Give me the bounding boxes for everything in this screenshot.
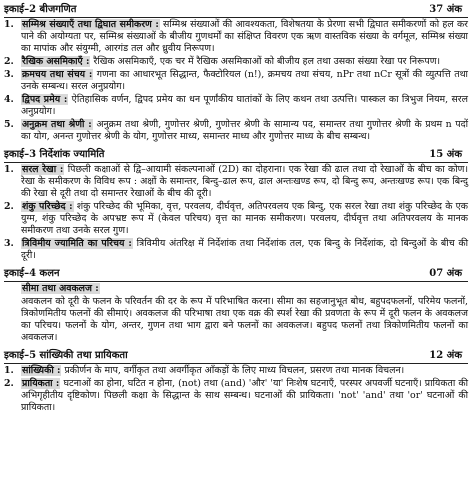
unit-title: इकाई–3 निर्देशांक ज्यामिति <box>4 149 105 160</box>
topic-text: गणना का आधारभूत सिद्धान्त, फैक्टोरियल (n!), क्रमचय तथा संचय, nPr तथा nCr सूत्रों की व्युत्पत्ति तथा उनके सम्बन्ध। सरल अनुप्रयोग। <box>21 69 468 92</box>
topic-text: घटनाओं का होना, घटित न होना, (not) तथा (and) 'और' 'या' निःशेष घटनाएँ, परस्पर अपवर्जी घटनाएँ। प्रायिकता की अभिगृहीतीय दृष्टिकोण। पिछली कक्षा के सिद्धान्त के साथ सम्बन्ध। घटनाओं की प्रायिकता। 'not' 'and' तथा 'or' घटनाओं की प्रायिकता। <box>21 378 469 413</box>
unit-heading <box>4 268 468 282</box>
topic-item <box>4 119 468 143</box>
unit-marks: 15 अंक <box>429 149 462 160</box>
topic-number: 1. <box>4 164 14 175</box>
topic-item <box>4 365 468 377</box>
topic-heading: अनुक्रम तथा श्रेणी : <box>22 119 92 130</box>
topic-number: 2. <box>4 378 14 389</box>
topic-text: पिछली कक्षाओं से द्वि–आयामी संकल्पनाओं (2D) का दोहराना। एक रेखा की ढाल तथा दो रेखाओं के बीच का कोण। रेखा के समीकरण के विविध रूप : अक्षों के समान्तर, बिन्दु–ढाल रूप, ढाल अन्तःखण्ड रूप, दो बिन्दु रूप, अन्तःखण्ड रूप। एक बिन्दु की रेखा से दूरी तथा दो समान्तर रेखाओं के बीच की दूरी। <box>21 164 468 199</box>
topic-text: त्रिविमीय अंतरिक्ष में निर्देशांक तथा निर्देशांक तल, एक बिन्दु के निर्देशांक, दो बिन्दुओं के बीच की दूरी। <box>21 238 468 261</box>
topic-item <box>4 69 468 93</box>
topic-number: 1. <box>4 19 14 30</box>
topic-heading: त्रिविमीय ज्यामिति का परिचय : <box>22 238 132 249</box>
topic-heading: शंकु परिच्छेद : <box>22 201 73 212</box>
topic-text: सम्मिश्र संख्याओं की आवश्यकता, विशेषतया के प्रेरणा सभी द्विघात समीकरणों को हल कर पाने की अयोग्यता पर, सम्मिश्र संख्याओं के बीजीय गुणधर्मों का संक्षिप्त विवरण एक ऋण वास्तविक संख्या के वर्गमूल, सम्मिश्र संख्या का मापांक और संयुग्मी, आरगंड तल और ध्रुवीय निरूपण। <box>21 19 468 54</box>
unit-title: इकाई–4 कलन <box>4 268 60 279</box>
topic-number: 2. <box>4 56 14 67</box>
topic-number: 1. <box>4 365 14 376</box>
topic-heading: प्रायिकता : <box>22 378 60 389</box>
topic-item <box>4 94 468 118</box>
topic-heading: रैखिक असमिकाएँ : <box>22 56 90 67</box>
topic-text: प्रकीर्णन के माप, वर्गीकृत तथा अवर्गीकृत आँकड़ों के लिए माध्य विचलन, प्रसरण तथा मानक विचलन। <box>61 365 405 376</box>
unit-heading <box>4 4 468 18</box>
topic-number: 5. <box>4 119 14 130</box>
unit-title: इकाई–2 बीजगणित <box>4 4 77 15</box>
topic-heading: क्रमचय तथा संचय : <box>22 69 93 80</box>
topic-heading: सम्मिश्र संख्याएँ तथा द्विघात समीकरण : <box>22 19 159 30</box>
topic-number: 3. <box>4 238 14 249</box>
topic-number: 2. <box>4 201 14 212</box>
topic-text: रैखिक असमिकाएँ, एक चर में रैखिक असमिकाओं को बीजीय हल तथा उसका संख्या रेखा पर निरूपण। <box>90 56 441 67</box>
topic-item <box>4 378 468 414</box>
unit-marks: 12 अंक <box>429 350 462 361</box>
topic-text: ऐतिहासिक वर्णन, द्विपद प्रमेय का धन पूर्णांकीय घातांकों के लिए कथन तथा उत्पत्ति। पास्कल का त्रिभुज नियम, सरल अनुप्रयोग। <box>21 94 468 117</box>
topic-item <box>4 201 468 237</box>
topic-number <box>4 296 21 344</box>
topic-item <box>4 19 468 55</box>
unit-marks: 07 अंक <box>429 268 462 279</box>
topic-number <box>4 283 21 295</box>
topic-number: 3. <box>4 69 14 80</box>
topic-text: अनुक्रम तथा श्रेणी, गुणोत्तर श्रेणी, गुणोत्तर श्रेणी के सामान्य पद, समान्तर तथा गुणोत्तर श्रेणी के प्रथम n पदों का योग, अनन्त गुणोत्तर श्रेणी के योग, गुणोत्तर माध्य, समान्तर माध्य और गुणोत्तर माध्य के बीच सम्बन्ध। <box>21 119 469 142</box>
topic-item <box>4 238 468 262</box>
topic-heading: सांख्यिकी : <box>22 365 61 376</box>
topic-number: 4. <box>4 94 14 105</box>
topic-heading: सीमा तथा अवकलज : <box>22 283 99 294</box>
unit-heading <box>4 350 468 364</box>
topic-text: अवकलन को दूरी के फलन के परिवर्तन की दर के रूप में परिभाषित करना। सीमा का सहजानुभूत बोध, बहुपदफलनों, परिमेय फलनों, त्रिकोणमितीय फलनों की सीमाएं। अवकलज की परिभाषा तथा एक वक्र की स्पर्श रेखा की प्रवणता के रूप में दूरी फलन के अवकलज का परिचय। फलनों के योग, अन्तर, गुणन तथा भाग द्वारा बने फलनों का अवकलज। बहुपद फलनों तथा त्रिकोणमितीय फलनों का अवकलज। <box>21 296 468 343</box>
unit-heading <box>4 149 468 163</box>
topic-item <box>4 296 468 344</box>
topic-item <box>4 164 468 200</box>
unit-marks: 37 अंक <box>429 4 462 15</box>
topic-item <box>4 283 468 295</box>
topic-heading: सरल रेखा : <box>22 164 64 175</box>
topic-text: शंकु परिच्छेद की भूमिका, वृत्त, परवलय, दीर्घवृत्त, अतिपरवलय एक बिन्दु, एक सरल रेखा तथा शंकु परिच्छेद के एक युग्म, शंकु परिच्छेद के अपभ्रष्ट रूप में (केवल परिचय) वृत्त का मानक समीकरण। परवलय, दीर्घवृत्त तथा अतिपरवलय के मानक समीकरण तथा उनके सरल गुण। <box>21 201 468 236</box>
unit-title: इकाई–5 सांख्यिकी तथा प्रायिकता <box>4 350 128 361</box>
topic-heading: द्विपद प्रमेय : <box>22 94 68 105</box>
topic-item <box>4 56 468 68</box>
